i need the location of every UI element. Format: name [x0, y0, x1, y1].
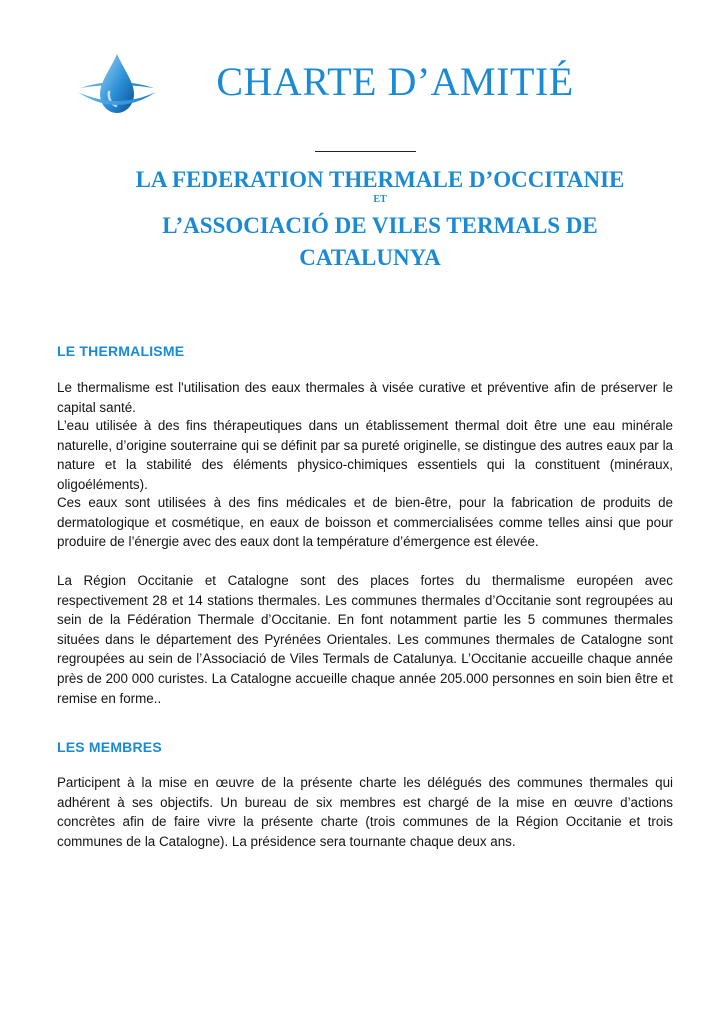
paragraph-usages-eaux: Ces eaux sont utilisées à des fins médicales et de bien-être, pour la fabrication de produits de dermatologique et cosmétique, en eaux de boisson et commercialisées comme telles ainsi que pour produire de l’énergie avec des eaux dont la température d’émergence est élevée. [57, 495, 673, 550]
heading-conjunction: ET [373, 194, 387, 205]
heading-federation: LA FEDERATION THERMALE D’OCCITANIE [135, 167, 625, 192]
paragraph-thermalisme-definition: Le thermalisme est l'utilisation des eaux thermales à visée curative et préventive afin de préserver le capital santé. [57, 380, 673, 415]
section-title-thermalisme: LE THERMALISME [57, 343, 185, 359]
section-title-membres: LES MEMBRES [57, 739, 162, 755]
page-title: CHARTE D’AMITIÉ [216, 59, 574, 104]
paragraph-membres: Participent à la mise en œuvre de la présente charte les délégués des communes thermales qui adhérent à ses objectifs. Un bureau de six membres est chargé de la mise en œuvre d’actions concrètes afin de faire vivre la présente charte (trois communes de la Région Occitanie et trois communes de la Catalogne). La présidence sera tournante chaque deux ans. [57, 775, 673, 849]
title-divider [315, 151, 416, 152]
paragraph-eau-minerale: L’eau utilisée à des fins thérapeutiques dans un établissement thermal doit être une eau minérale naturelle, d’origine souterraine qui se définit par sa pureté originelle, se distingue des autres eaux par la nature et la stabilité des éléments physico-chimiques essentiels qui la constituent (minéraux, oligoéléments). [57, 418, 673, 492]
water-drop-icon [76, 48, 158, 122]
paragraph-regions-thermales: La Région Occitanie et Catalogne sont des places fortes du thermalisme européen avec respectivement 28 et 14 stations thermales. Les communes thermales d’Occitanie sont regroupées au sein de la Fédération Thermale d’Occitanie. En font notamment partie les 5 communes thermales situées dans le département des Pyrénées Orientales. Les communes thermales de Catalogne sont regroupées au sein de l’Associació de Viles Termals de Catalunya. L’Occitanie accueille chaque année près de 200 000 curistes. La Catalogne accueille chaque année 205.000 personnes en soin bien être et remise en forme.. [57, 573, 673, 706]
heading-catalunya: CATALUNYA [299, 245, 441, 270]
heading-associacio: L’ASSOCIACIÓ DE VILES TERMALS DE [162, 213, 598, 238]
